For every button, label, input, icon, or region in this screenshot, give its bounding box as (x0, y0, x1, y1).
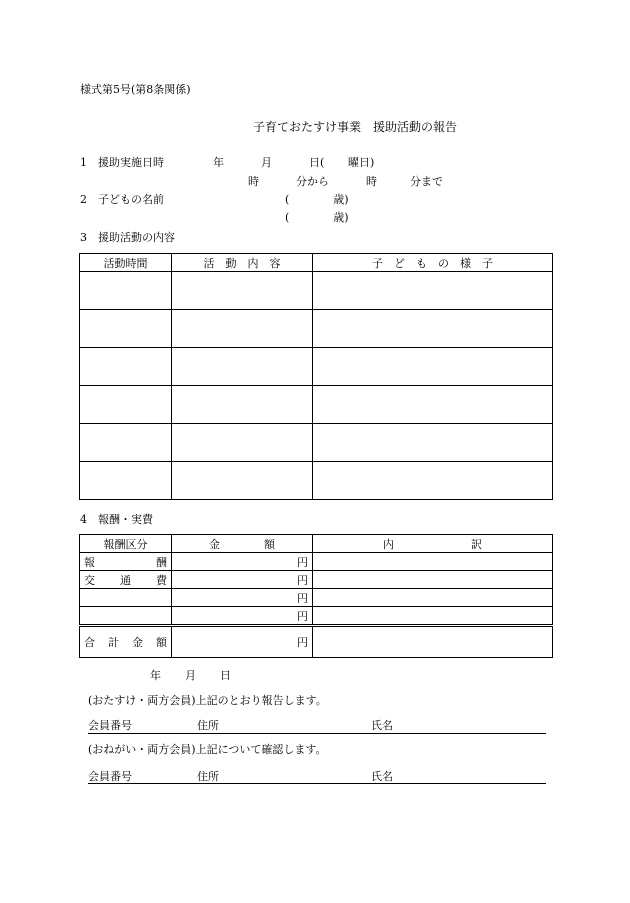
page-title: 子育ておたすけ事業 援助活動の報告 (252, 120, 457, 134)
child-condition-cell[interactable] (313, 424, 553, 462)
total-label: 合 計 金 額 (80, 626, 172, 658)
total-row (80, 626, 553, 658)
date-year: 年 (150, 669, 161, 682)
total-amount-cell[interactable]: 円 (172, 626, 313, 658)
amount-cell[interactable]: 円 (172, 571, 313, 589)
weekday-unit: 曜日) (348, 156, 375, 169)
table-row (80, 553, 553, 571)
table-row (80, 607, 553, 626)
day-unit: 日( (309, 156, 325, 169)
breakdown-cell[interactable] (313, 589, 553, 607)
fee-category: 報 酬 (80, 553, 172, 571)
section2-label: 2 子どもの名前 (80, 193, 164, 206)
hour-from-unit: 時 (248, 175, 259, 188)
confirm-address-label: 住所 (197, 770, 219, 783)
report-member-no-label: 会員番号 (88, 719, 132, 732)
activity-content-cell[interactable] (172, 424, 313, 462)
child-condition-cell[interactable] (313, 348, 553, 386)
confirm-member-no-label: 会員番号 (88, 770, 132, 783)
header-amount: 金 額 (172, 535, 313, 553)
report-address-label: 住所 (197, 719, 219, 732)
total-breakdown-cell[interactable] (313, 626, 553, 658)
activity-content-cell[interactable] (172, 310, 313, 348)
section1-label: 1 援助実施日時 (80, 156, 164, 169)
minute-to-unit: 分まで (410, 175, 443, 188)
hour-to-unit: 時 (366, 175, 377, 188)
header-child-condition: 子 ど も の 様 子 (313, 254, 553, 272)
report-name-label: 氏名 (371, 719, 393, 732)
breakdown-cell[interactable] (313, 571, 553, 589)
fee-category[interactable] (80, 607, 172, 626)
year-unit: 年 (213, 156, 224, 169)
confirm-name-label: 氏名 (371, 770, 393, 783)
table-row (80, 310, 553, 348)
confirm-signature-line[interactable] (88, 783, 546, 784)
date-month: 月 (185, 669, 196, 682)
child-condition-cell[interactable] (313, 462, 553, 500)
activity-time-cell[interactable] (80, 272, 172, 310)
child-age-1: ( 歳) (285, 193, 349, 206)
activity-content-cell[interactable] (172, 348, 313, 386)
amount-cell[interactable]: 円 (172, 589, 313, 607)
activity-content-cell[interactable] (172, 386, 313, 424)
header-activity-time: 活動時間 (80, 254, 172, 272)
amount-cell[interactable]: 円 (172, 553, 313, 571)
table-row (80, 272, 553, 310)
report-statement: (おたすけ・両方会員)上記のとおり報告します。 (88, 694, 327, 707)
breakdown-cell[interactable] (313, 553, 553, 571)
fee-table (79, 534, 553, 658)
fee-category[interactable] (80, 589, 172, 607)
activity-content-cell[interactable] (172, 462, 313, 500)
table-row (80, 589, 553, 607)
breakdown-cell[interactable] (313, 607, 553, 626)
activity-table (79, 253, 553, 500)
child-condition-cell[interactable] (313, 386, 553, 424)
report-signature-line[interactable] (88, 733, 546, 734)
section3-label: 3 援助活動の内容 (80, 231, 175, 244)
child-condition-cell[interactable] (313, 310, 553, 348)
child-condition-cell[interactable] (313, 272, 553, 310)
table-row (80, 386, 553, 424)
minute-from-unit: 分から (296, 175, 329, 188)
table-row (80, 571, 553, 589)
activity-time-cell[interactable] (80, 424, 172, 462)
header-breakdown: 内 訳 (313, 535, 553, 553)
form-number: 様式第5号(第8条関係) (80, 83, 191, 96)
month-unit: 月 (261, 156, 272, 169)
activity-content-cell[interactable] (172, 272, 313, 310)
activity-time-cell[interactable] (80, 310, 172, 348)
table-row (80, 424, 553, 462)
activity-time-cell[interactable] (80, 462, 172, 500)
header-activity-content: 活 動 内 容 (172, 254, 313, 272)
activity-time-cell[interactable] (80, 348, 172, 386)
section4-label: 4 報酬・実費 (80, 513, 153, 526)
table-row (80, 348, 553, 386)
fee-category: 交 通 費 (80, 571, 172, 589)
child-age-2: ( 歳) (285, 211, 349, 224)
amount-cell[interactable]: 円 (172, 607, 313, 626)
header-fee-category: 報酬区分 (80, 535, 172, 553)
date-day: 日 (220, 669, 231, 682)
table-row (80, 462, 553, 500)
confirm-statement: (おねがい・両方会員)上記について確認します。 (88, 743, 327, 756)
activity-time-cell[interactable] (80, 386, 172, 424)
